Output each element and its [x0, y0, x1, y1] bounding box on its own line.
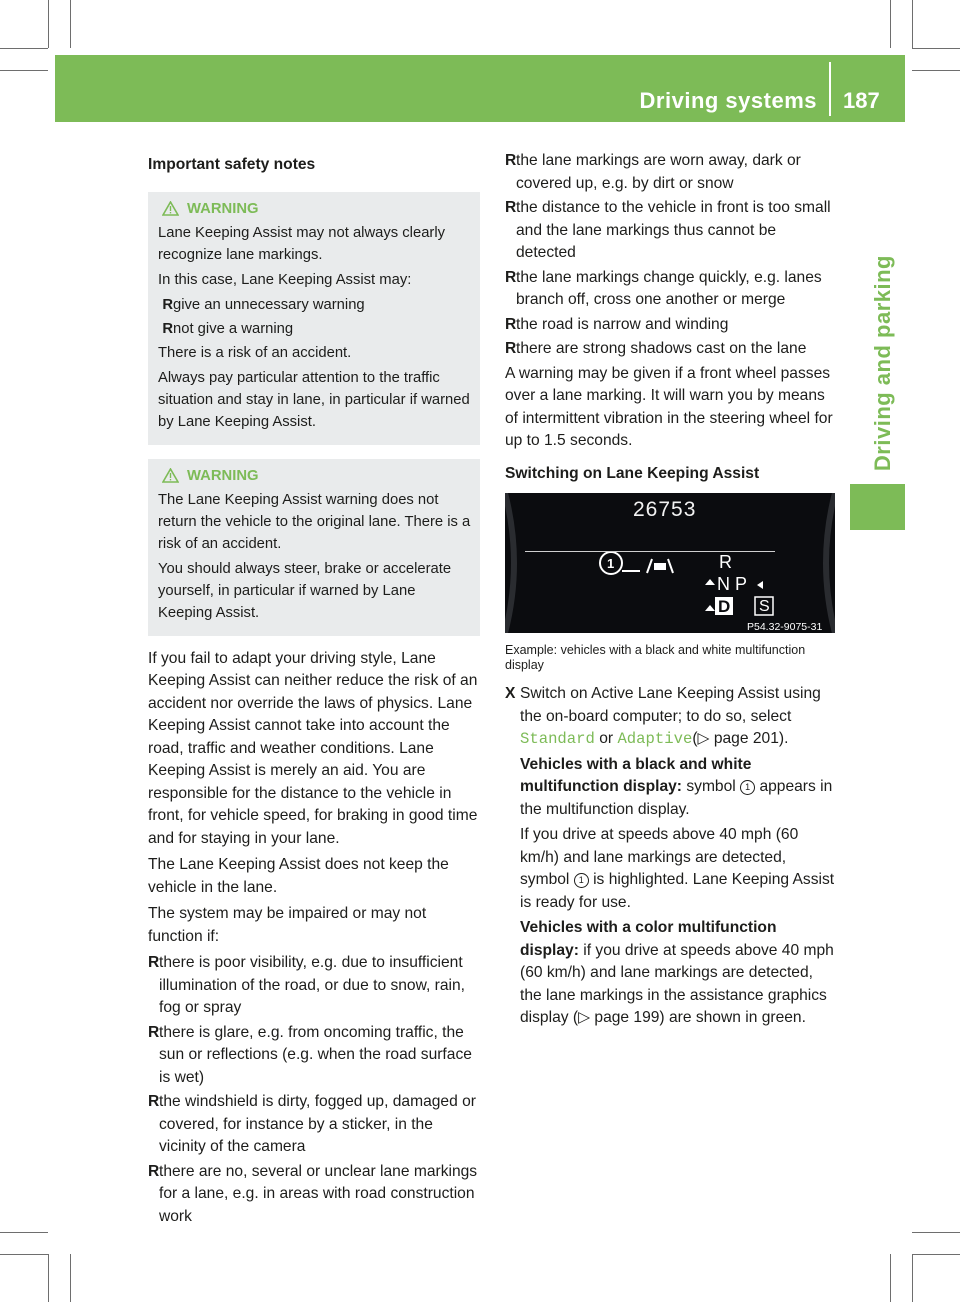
- step-text: Vehicles with a color multifunction display: if you drive at speeds above 40 mph (60 km/h) and lane markings are detected, the lane markings in the assistance graphics display (▷ page 199) are shown in green.: [520, 919, 834, 1026]
- gear-indicator-d: D: [718, 597, 731, 616]
- warning-box: [148, 192, 480, 445]
- step-arrow-icon: X: [505, 685, 516, 702]
- step-text: If you drive at speeds above 40 mph (60 km/h) and lane markings are detected, symbol 1 is highlighted. Lane Keeping Assist is ready for use.: [520, 826, 835, 911]
- crop-mark: [70, 1254, 71, 1302]
- step-text: Switch on Active Lane Keeping Assist using the on-board computer; to do so, select Standard or Adaptive(▷ page 201).: [520, 685, 821, 748]
- warning-text: You should always steer, brake or accelerate yourself, in particular if warned by Lane Keeping Assist.: [158, 560, 452, 621]
- list-item: R there are no, several or unclear lane markings for a lane, e.g. in areas with road construction work: [148, 1162, 478, 1225]
- list-item: R there is poor visibility, e.g. due to insufficient illumination of the road, or due to snow, rain, fog or spray: [148, 954, 465, 1016]
- list-item: R there is glare, e.g. from oncoming traffic, the sun or reflections (e.g. when the road surface is wet): [148, 1023, 472, 1086]
- crop-mark: [890, 1254, 891, 1302]
- crop-mark: [890, 0, 891, 48]
- left-column: [148, 150, 480, 1230]
- crop-mark: [912, 48, 960, 49]
- warning-text: Always pay particular attention to the traffic situation and stay in lane, in particular if warned by Lane Keeping Assist.: [158, 369, 470, 430]
- gear-indicator-r: R: [719, 552, 732, 572]
- crop-mark: [912, 70, 960, 71]
- warning-label: WARNING: [187, 467, 259, 484]
- warning-title: [162, 198, 472, 220]
- step-body: [520, 683, 835, 1033]
- image-reference: P54.32-9075-31: [747, 616, 822, 633]
- section-heading: Switching on Lane Keeping Assist: [505, 464, 760, 482]
- crop-mark: [912, 1254, 913, 1302]
- display-divider: [525, 551, 775, 552]
- gear-indicator-np: N P: [717, 574, 748, 594]
- crop-mark: [0, 70, 48, 71]
- warning-box: [148, 459, 480, 636]
- section-title: Driving systems: [639, 88, 817, 113]
- page-number: 187: [843, 88, 880, 113]
- list-item: R give an unnecessary warning: [162, 296, 365, 313]
- warning-text: In this case, Lane Keeping Assist may:: [158, 271, 412, 288]
- crop-mark: [912, 1232, 960, 1233]
- list-item: R the road is narrow and winding: [505, 315, 729, 333]
- mode-indicator-s: S: [759, 598, 770, 615]
- list-item: R there are strong shadows cast on the lane: [505, 340, 807, 357]
- list-item: R the lane markings change quickly, e.g. lanes branch off, cross one another or merge: [505, 268, 822, 308]
- crop-mark: [0, 1232, 48, 1233]
- warning-label: WARNING: [187, 200, 259, 217]
- crop-mark: [912, 1254, 960, 1255]
- crop-mark: [0, 1254, 48, 1255]
- body-paragraph: A warning may be given if a front wheel passes over a lane marking. It will warn you by means of intermittent vibration in the steering wheel for up to 1.5 seconds.: [505, 364, 833, 449]
- image-caption: Example: vehicles with a black and white multifunction display: [505, 643, 806, 672]
- header-separator: [829, 62, 831, 116]
- odometer-reading: 26753: [633, 498, 697, 521]
- step-text: Vehicles with a black and white multifunction display: symbol 1 appears in the multifunction display.: [520, 755, 833, 818]
- warning-text: The Lane Keeping Assist warning does not return the vehicle to the original lane. There is a risk of an accident.: [158, 491, 471, 552]
- callout-number: 1: [607, 556, 615, 571]
- list-item: R the windshield is dirty, fogged up, damaged or covered, for instance by a sticker, in the vicinity of the camera: [148, 1093, 476, 1155]
- symbol-1-icon: 1: [574, 873, 589, 888]
- chapter-tab-block: [850, 484, 905, 530]
- warning-triangle-icon: [162, 201, 179, 216]
- warning-triangle-icon: [162, 468, 179, 483]
- body-paragraph: If you fail to adapt your driving style, Lane Keeping Assist can neither reduce the risk of an accident nor override the laws of physics. Lane Keeping Assist cannot take into account the road, traffic and weather conditions. Lane Keeping Assist is merely an aid. You are responsible for the distance to the vehicle in front, for vehicle speed, for braking in good time and for staying in your lane.: [148, 649, 478, 847]
- list-item: R not give a warning: [162, 320, 294, 337]
- chapter-side-tab: Driving and parking: [870, 255, 895, 472]
- section-heading: Important safety notes: [148, 156, 316, 173]
- instruction-step: [505, 683, 835, 1033]
- warning-title: [162, 465, 472, 487]
- body-paragraph: The Lane Keeping Assist does not keep the vehicle in the lane.: [148, 856, 449, 896]
- list-item: R the lane markings are worn away, dark or covered up, e.g. by dirt or snow: [505, 152, 801, 192]
- crop-mark: [0, 48, 48, 49]
- multifunction-display-image: [505, 493, 835, 633]
- crop-mark: [70, 0, 71, 48]
- list-item: R the distance to the vehicle in front is too small and the lane markings thus cannot be detected: [505, 199, 831, 261]
- crop-mark: [48, 0, 49, 48]
- warning-text: Lane Keeping Assist may not always clearly recognize lane markings.: [158, 224, 446, 263]
- crop-mark: [48, 1254, 49, 1302]
- menu-option: Standard: [520, 730, 595, 748]
- warning-text: There is a risk of an accident.: [158, 344, 352, 361]
- body-paragraph: The system may be impaired or may not function if:: [148, 905, 427, 945]
- menu-option: Adaptive: [617, 730, 693, 748]
- symbol-1-icon: 1: [740, 780, 755, 795]
- right-column: [505, 150, 835, 1035]
- crop-mark: [912, 0, 913, 48]
